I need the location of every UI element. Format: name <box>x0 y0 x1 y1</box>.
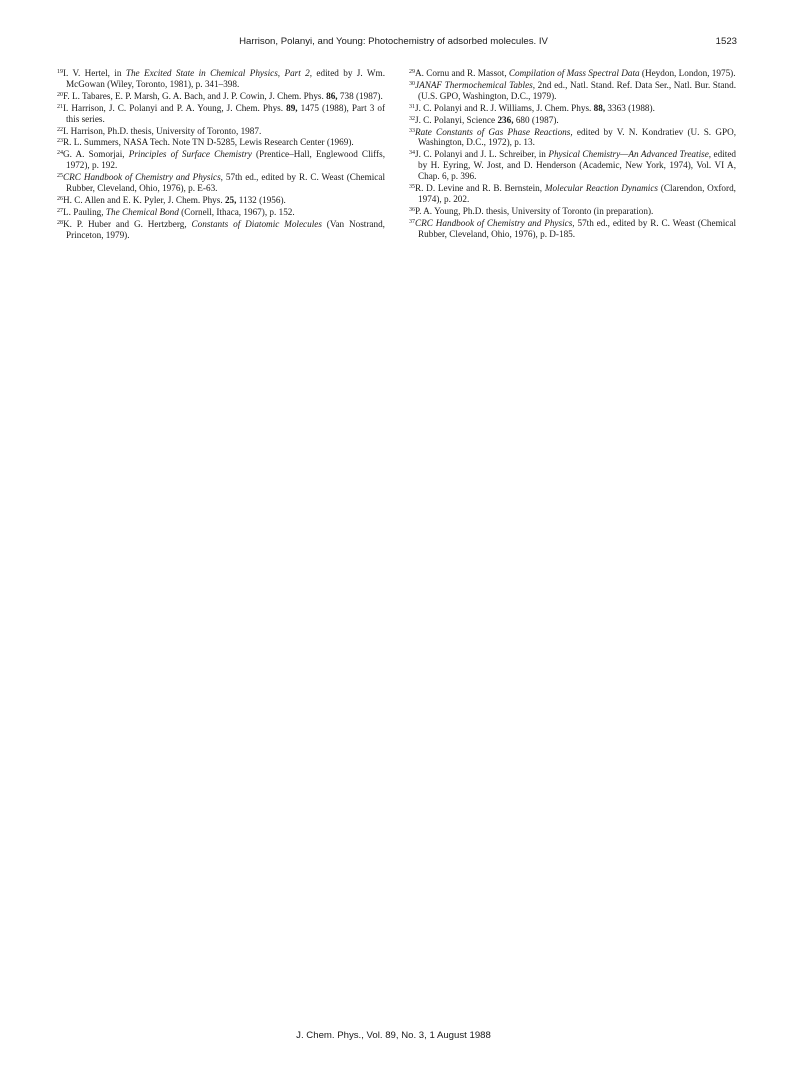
reference-text: Constants of Diatomic Molecules <box>191 218 322 229</box>
reference-number: 33 <box>409 127 415 134</box>
reference-text: Physical Chemistry—An Advanced Treatise, <box>548 149 712 160</box>
reference-entry <box>409 114 736 126</box>
reference-text: Principles of Surface Chemistry <box>128 149 252 160</box>
reference-text: 2nd ed., Natl. Stand. Ref. Data Ser., Natl. Bur. Stand. (U.S. GPO, Washington, D.C., 1979). <box>418 79 736 101</box>
reference-entry <box>409 205 736 217</box>
reference-text: P. A. Young, Ph.D. thesis, University of Toronto (in preparation). <box>415 205 654 216</box>
reference-text: H. C. Allen and E. K. Pyler, J. Chem. Phys. <box>63 194 225 205</box>
reference-text: CRC Handbook of Chemistry and Physics, <box>415 217 575 228</box>
reference-entry <box>57 194 385 206</box>
reference-entry <box>57 148 385 171</box>
reference-number: 19 <box>57 69 63 75</box>
reference-text: edited by V. N. Kondratiev (U. S. GPO, Washington, D.C., 1972), p. 13. <box>418 126 736 148</box>
reference-number: 31 <box>409 103 415 110</box>
reference-number: 26 <box>57 195 63 202</box>
reference-text: edited by H. Eyring, W. Jost, and D. Henderson (Academic, New York, 1974), Vol. VI A, Chap. 6, p. 396. <box>418 149 736 182</box>
reference-entry <box>57 90 385 102</box>
journal-citation-footer: J. Chem. Phys., Vol. 89, No. 3, 1 August 1988 <box>296 1030 491 1041</box>
reference-text: edited by J. Wm. McGowan (Wiley, Toronto, 1981), p. 341–398. <box>66 68 385 89</box>
reference-entry <box>57 218 385 241</box>
reference-number: 36 <box>409 206 415 213</box>
reference-number: 37 <box>409 218 415 225</box>
references-left-column <box>57 67 385 241</box>
reference-text: J. C. Polanyi and J. L. Schreiber, in <box>415 149 549 160</box>
reference-text: (Clarendon, Oxford, 1974), p. 202. <box>418 183 736 204</box>
reference-number: 22 <box>57 126 63 133</box>
reference-text: (Cornell, Ithaca, 1967), p. 152. <box>178 206 295 217</box>
reference-entry <box>409 182 736 205</box>
reference-entry <box>57 102 385 125</box>
reference-text: 1475 (1988), Part 3 of this series. <box>66 102 386 124</box>
reference-text: Rate Constants of Gas Phase Reactions, <box>415 126 573 137</box>
reference-entry <box>409 126 736 149</box>
reference-number: 30 <box>409 80 415 87</box>
reference-text: (Heydon, London, 1975). <box>639 68 736 78</box>
reference-number: 29 <box>409 69 415 75</box>
reference-number: 23 <box>57 138 63 145</box>
reference-entry <box>57 206 385 218</box>
reference-text: 1132 (1956). <box>236 194 286 205</box>
reference-entry <box>57 171 385 194</box>
reference-text: Compilation of Mass Spectral Data <box>508 68 640 78</box>
reference-text: Molecular Reaction Dynamics <box>544 183 658 194</box>
reference-entry <box>409 102 736 114</box>
reference-text: The Chemical Bond <box>105 206 179 217</box>
reference-text: R. L. Summers, NASA Tech. Note TN D-5285, Lewis Research Center (1969). <box>63 137 354 148</box>
reference-number: 35 <box>409 184 415 191</box>
reference-number: 34 <box>409 150 415 157</box>
reference-text: 89, <box>286 102 298 113</box>
reference-entry <box>409 79 736 102</box>
reference-number: 21 <box>57 103 63 110</box>
reference-text: A. Cornu and R. Massot, <box>415 68 509 78</box>
reference-text: (Prentice–Hall, Englewood Cliffs, 1972), p. 192. <box>66 149 385 171</box>
reference-text: 88, <box>593 102 606 113</box>
running-head-title: Harrison, Polanyi, and Young: Photochemistry of adsorbed molecules. IV <box>239 36 548 47</box>
reference-number: 28 <box>57 219 63 226</box>
reference-text: 738 (1987). <box>337 90 383 101</box>
reference-text: 57th ed., edited by R. C. Weast (Chemical Rubber, Cleveland, Ohio, 1976), p. E-63. <box>66 172 385 194</box>
reference-entry <box>57 136 385 148</box>
reference-text: 57th ed., edited by R. C. Weast (Chemical Rubber, Cleveland, Ohio, 1976), p. D-185. <box>418 217 737 239</box>
reference-text: J. C. Polanyi, Science <box>415 114 498 125</box>
reference-number: 25 <box>57 173 63 180</box>
running-head <box>0 36 787 50</box>
reference-text: I. Harrison, Ph.D. thesis, University of Toronto, 1987. <box>63 125 262 136</box>
reference-text: J. C. Polanyi and R. J. Williams, J. Chem. Phys. <box>415 102 594 113</box>
reference-entry <box>409 217 736 240</box>
reference-text: F. L. Tabares, E. P. Marsh, G. A. Bach, and J. P. Cowin, J. Chem. Phys. <box>63 90 327 101</box>
reference-text: JANAF Thermochemical Tables, <box>415 79 536 90</box>
reference-entry <box>409 148 736 182</box>
reference-entry <box>57 67 385 90</box>
reference-number: 32 <box>409 115 415 122</box>
reference-text: I. V. Hertel, in <box>63 68 126 78</box>
reference-text: (Van Nostrand, Princeton, 1979). <box>66 218 385 240</box>
reference-text: 25, <box>224 194 237 205</box>
reference-text: 680 (1987). <box>513 114 559 125</box>
reference-text: R. D. Levine and R. B. Bernstein, <box>415 183 545 194</box>
references-right-column <box>409 67 736 240</box>
reference-text: CRC Handbook of Chemistry and Physics, <box>63 172 223 183</box>
page-number: 1523 <box>715 36 737 47</box>
reference-entry <box>57 125 385 137</box>
reference-text: The Excited State in Chemical Physics, Part 2, <box>125 68 313 78</box>
reference-text: 86, <box>326 90 338 101</box>
reference-number: 20 <box>57 91 63 98</box>
reference-text: G. A. Somorjai, <box>63 149 129 160</box>
reference-text: 236, <box>497 114 514 125</box>
reference-text: I. Harrison, J. C. Polanyi and P. A. Young, J. Chem. Phys. <box>63 102 287 113</box>
reference-text: 3363 (1988). <box>605 102 655 113</box>
reference-text: L. Pauling, <box>63 206 106 217</box>
reference-text: K. P. Huber and G. Hertzberg, <box>63 218 192 229</box>
reference-number: 27 <box>57 207 63 214</box>
reference-number: 24 <box>57 150 63 157</box>
reference-entry <box>409 67 736 79</box>
